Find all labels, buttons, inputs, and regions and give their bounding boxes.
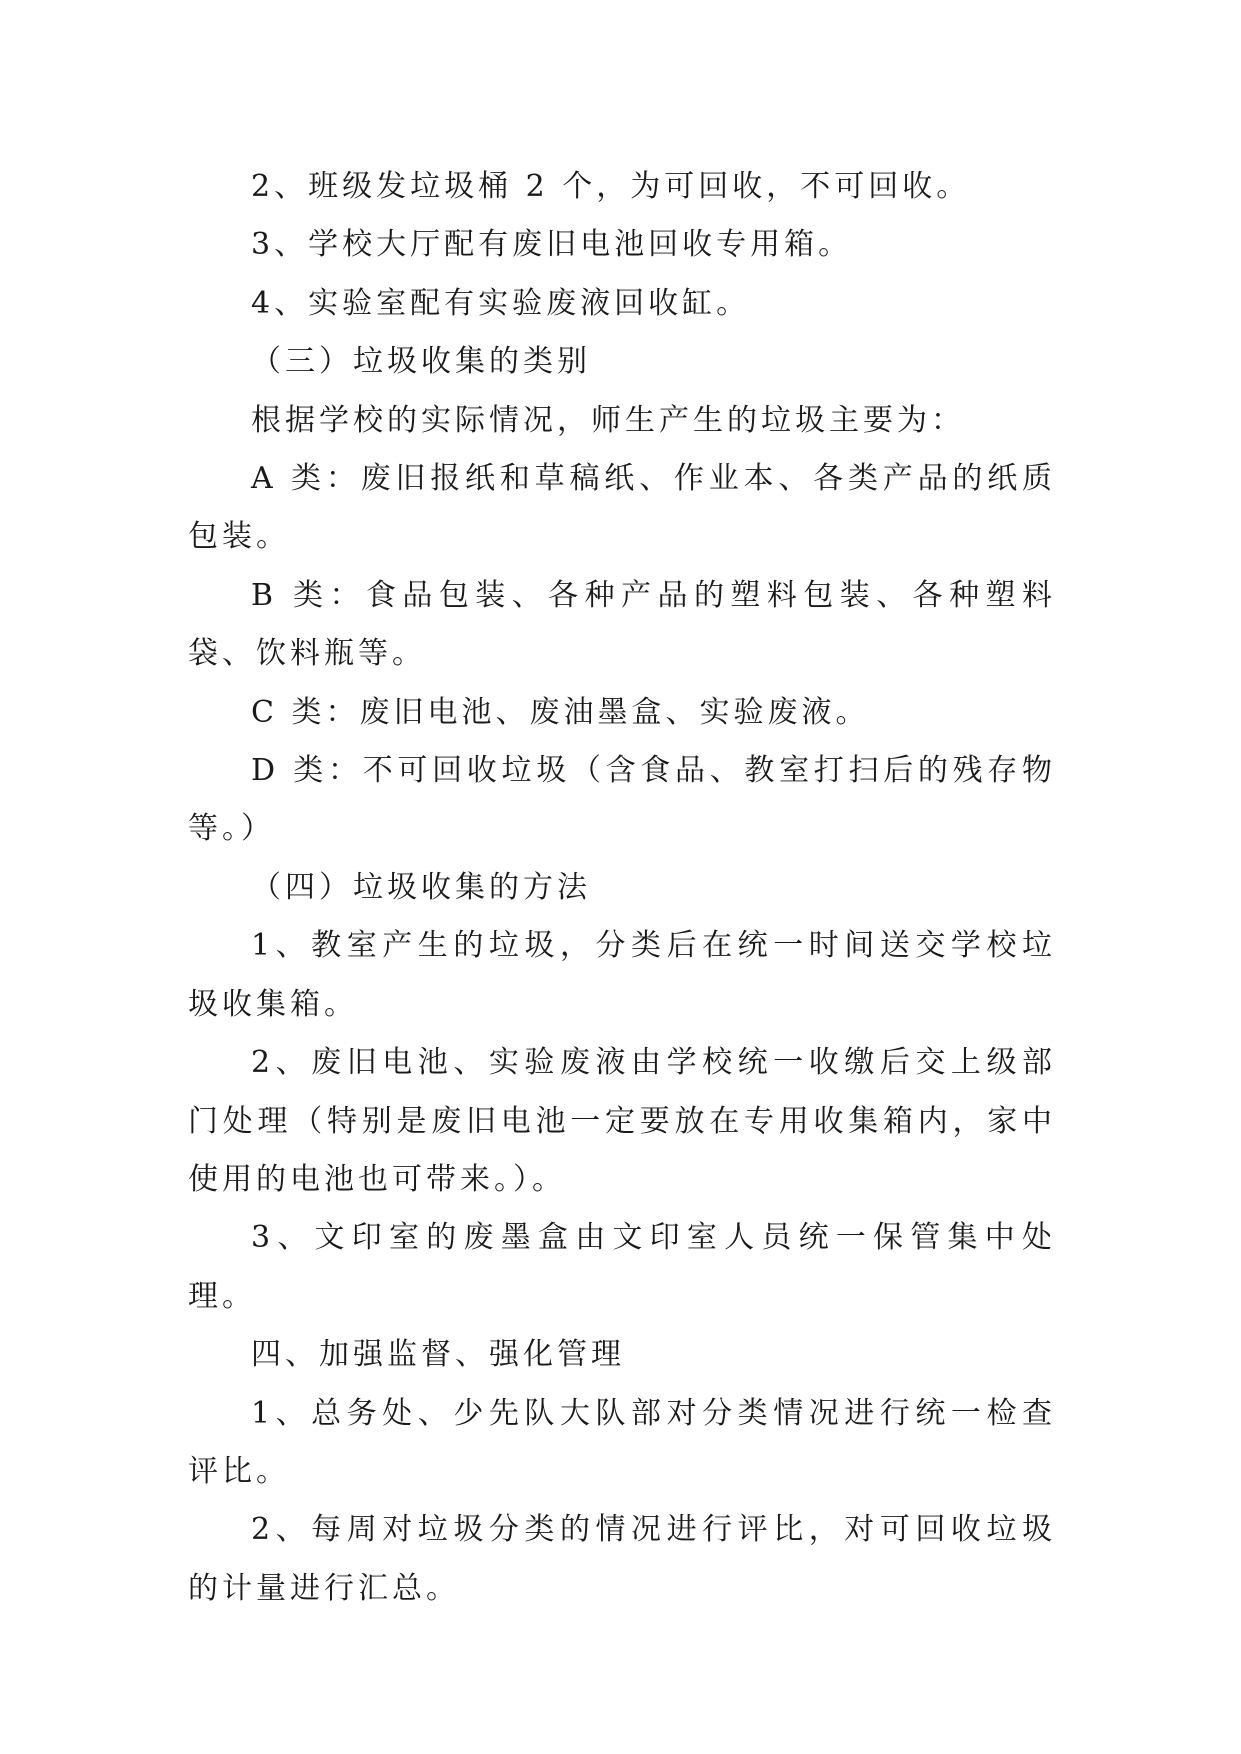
paragraph-category-d: D 类：不可回收垃圾（含食品、教室打扫后的残存物等。） (188, 753, 1056, 847)
paragraph-item-2-bins: 2、班级发垃圾桶 2 个，为可回收，不可回收。 (251, 169, 971, 204)
document-body (188, 158, 1056, 1618)
paragraph-categories-intro: 根据学校的实际情况，师生产生的垃圾主要为： (251, 402, 965, 438)
paragraph-method-2: 2、废旧电池、实验废液由学校统一收缴后交上级部门处理（特别是废旧电池一定要放在专用收集箱内，家中使用的电池也可带来。）。 (188, 1045, 1056, 1197)
paragraph-supervision-2: 2、每周对垃圾分类的情况进行评比，对可回收垃圾的计量进行汇总。 (188, 1512, 1056, 1606)
section-heading-methods: （四）垃圾收集的方法 (251, 869, 591, 905)
paragraph-category-b: B 类：食品包装、各种产品的塑料包装、各种塑料袋、饮料瓶等。 (188, 577, 1056, 672)
section-heading-supervision: 四、加强监督、强化管理 (251, 1337, 625, 1373)
paragraph-category-a: A 类：废旧报纸和草稿纸、作业本、各类产品的纸质包装。 (188, 461, 1056, 555)
paragraph-item-3-battery-box: 3、学校大厅配有废旧电池回收专用箱。 (251, 227, 853, 263)
paragraph-method-1: 1、教室产生的垃圾，分类后在统一时间送交学校垃圾收集箱。 (188, 928, 1056, 1022)
paragraph-method-3: 3、文印室的废墨盒由文印室人员统一保管集中处理。 (188, 1220, 1056, 1314)
paragraph-category-c: C 类：废旧电池、废油墨盒、实验废液。 (251, 694, 870, 730)
section-heading-categories: （三）垃圾收集的类别 (251, 344, 591, 380)
paragraph-item-4-lab-tank: 4、实验室配有实验废液回收缸。 (251, 285, 751, 321)
paragraph-supervision-1: 1、总务处、少先队大队部对分类情况进行统一检查评比。 (188, 1395, 1056, 1489)
